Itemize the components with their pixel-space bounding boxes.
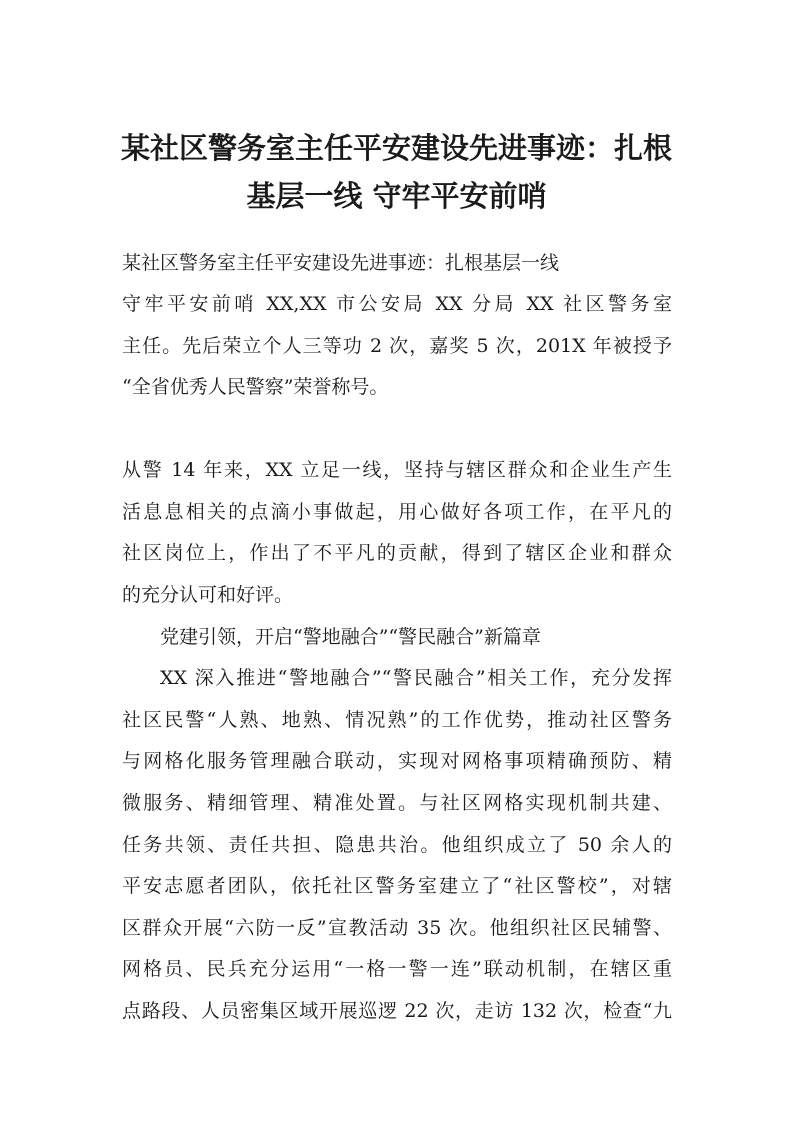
title-line-1: 某社区警务室主任平安建设先进事迹：扎根	[120, 131, 672, 165]
para2-line-6: 平安志愿者团队，依托社区警务室建立了“社区警校”，对辖	[122, 875, 672, 897]
para2-line-1: XX 深入推进“警地融合”“警民融合”相关工作，充分发挥	[160, 667, 672, 689]
para2-line-5: 任务共领、责任共担、隐患共治。他组织成立了 50 余人的	[122, 834, 672, 856]
intro-line-4: “全省优秀人民警察”荣誉称号。	[122, 376, 389, 398]
document-title	[100, 124, 693, 220]
para1-line-3: 社区岗位上，作出了不平凡的贡献，得到了辖区企业和群众	[122, 542, 672, 564]
para2-line-2: 社区民警“人熟、地熟、情况熟”的工作优势，推动社区警务	[122, 709, 672, 731]
intro-line-1: 某社区警务室主任平安建设先进事迹：扎根基层一线	[122, 252, 560, 274]
para2-line-3: 与网格化服务管理融合联动，实现对网格事项精确预防、精	[122, 750, 672, 772]
para1-line-4: 的充分认可和好评。	[122, 584, 294, 606]
para1-line-2: 活息息相关的点滴小事做起，用心做好各项工作，在平凡的	[122, 501, 672, 523]
title-line-2: 基层一线 守牢平安前哨	[246, 179, 547, 213]
para2-line-7: 区群众开展“六防一反”宣教活动 35 次。他组织社区民辅警、	[122, 917, 672, 939]
para2-line-4: 微服务、精细管理、精准处置。与社区网格实现机制共建、	[122, 792, 672, 814]
para2-line-9: 点路段、人员密集区域开展巡逻 22 次，走访 132 次，检查“九	[122, 1000, 672, 1022]
para2-line-8: 网格员、民兵充分运用“一格一警一连”联动机制，在辖区重	[122, 958, 672, 980]
intro-line-3: 主任。先后荣立个人三等功 2 次，嘉奖 5 次，201X 年被授予	[122, 335, 672, 357]
section-heading: 党建引领，开启“警地融合”“警民融合”新篇章	[160, 626, 541, 648]
para1-line-1: 从警 14 年来，XX 立足一线，坚持与辖区群众和企业生产生	[122, 459, 672, 481]
intro-line-2: 守牢平安前哨 XX,XX 市公安局 XX 分局 XX 社区警务室	[122, 293, 672, 315]
